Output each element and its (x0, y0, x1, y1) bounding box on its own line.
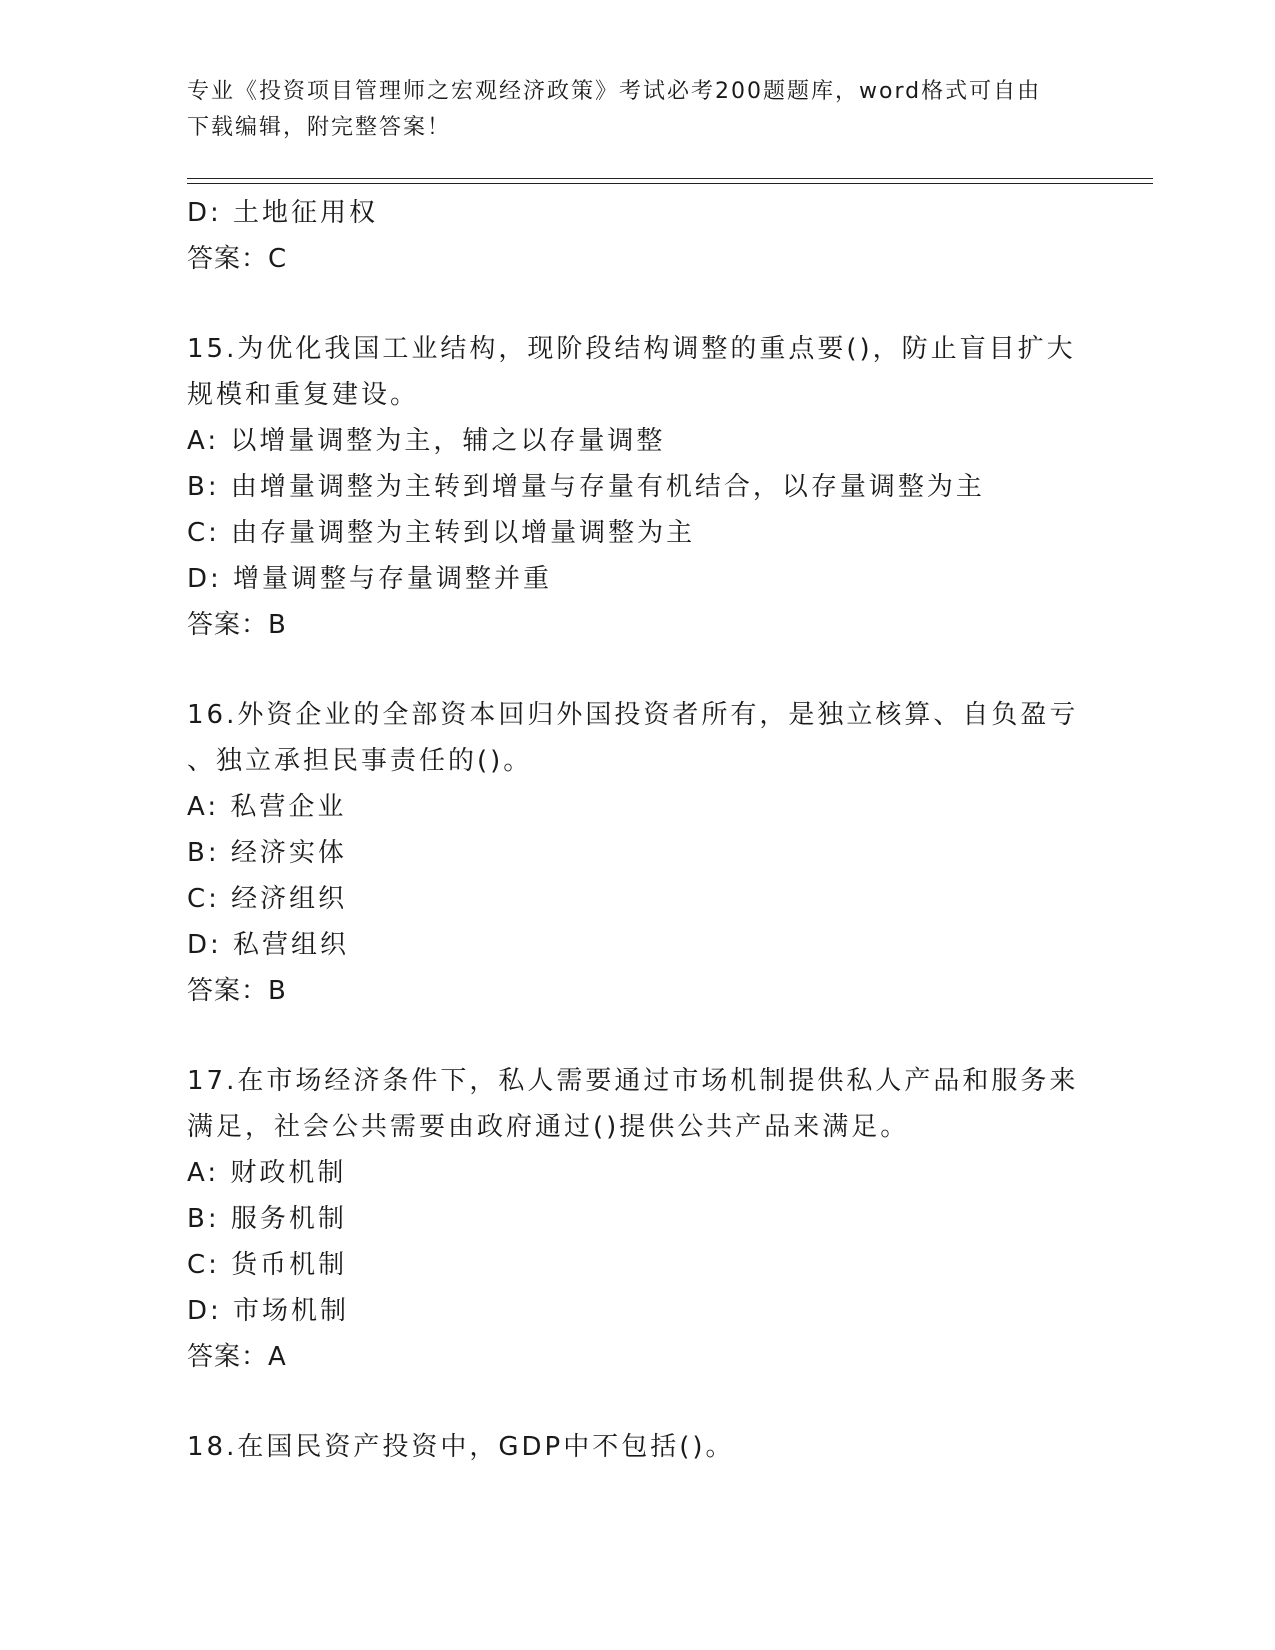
answer-line: 答案：B (187, 976, 287, 1006)
option-d: D: 私营组织 (187, 930, 350, 960)
option-d: D: 增量调整与存量调整并重 (187, 564, 553, 594)
answer-line: 答案：A (187, 1342, 287, 1372)
question-stem-line-1: 16.外资企业的全部资本回归外国投资者所有，是独立核算、自负盈亏 (187, 700, 1079, 730)
option-c: C: 由存量调整为主转到以增量调整为主 (187, 518, 696, 548)
header-line-1: 专业《投资项目管理师之宏观经济政策》考试必考200题题库，word格式可自由 (187, 79, 1042, 104)
question-18 (187, 1424, 1087, 1470)
question-stem-line-1: 17.在市场经济条件下，私人需要通过市场机制提供私人产品和服务来 (187, 1066, 1079, 1096)
question-15 (187, 326, 1087, 648)
header-divider-bottom (187, 183, 1153, 184)
option-c: C: 经济组织 (187, 884, 348, 914)
question-stem-line-1: 15.为优化我国工业结构，现阶段结构调整的重点要()，防止盲目扩大 (187, 334, 1076, 364)
document-header (187, 74, 1087, 146)
question-stem-line-2: 规模和重复建设。 (187, 380, 420, 410)
question-list (187, 190, 1087, 1470)
option-c: C: 货币机制 (187, 1250, 348, 1280)
option-a: A: 财政机制 (187, 1158, 347, 1188)
question-17 (187, 1058, 1087, 1380)
answer-line: 答案：C (187, 244, 288, 274)
option-b: B: 经济实体 (187, 838, 347, 868)
header-line-2: 下载编辑，附完整答案！ (187, 115, 452, 140)
answer-line: 答案：B (187, 610, 287, 640)
question-stem-line-2: 、独立承担民事责任的()。 (187, 746, 533, 776)
option-b: B: 由增量调整为主转到增量与存量有机结合，以存量调整为主 (187, 472, 985, 502)
option-a: A: 私营企业 (187, 792, 347, 822)
previous-question-tail (187, 190, 1087, 282)
question-16 (187, 692, 1087, 1014)
option-a: A: 以增量调整为主，辅之以存量调整 (187, 426, 666, 456)
question-stem-line-2: 满足，社会公共需要由政府通过()提供公共产品来满足。 (187, 1112, 910, 1142)
option-b: B: 服务机制 (187, 1204, 347, 1234)
header-divider-top (187, 178, 1153, 179)
question-stem-line-1: 18.在国民资产投资中，GDP中不包括()。 (187, 1432, 735, 1462)
option-d: D: 土地征用权 (187, 198, 379, 228)
option-d: D: 市场机制 (187, 1296, 350, 1326)
